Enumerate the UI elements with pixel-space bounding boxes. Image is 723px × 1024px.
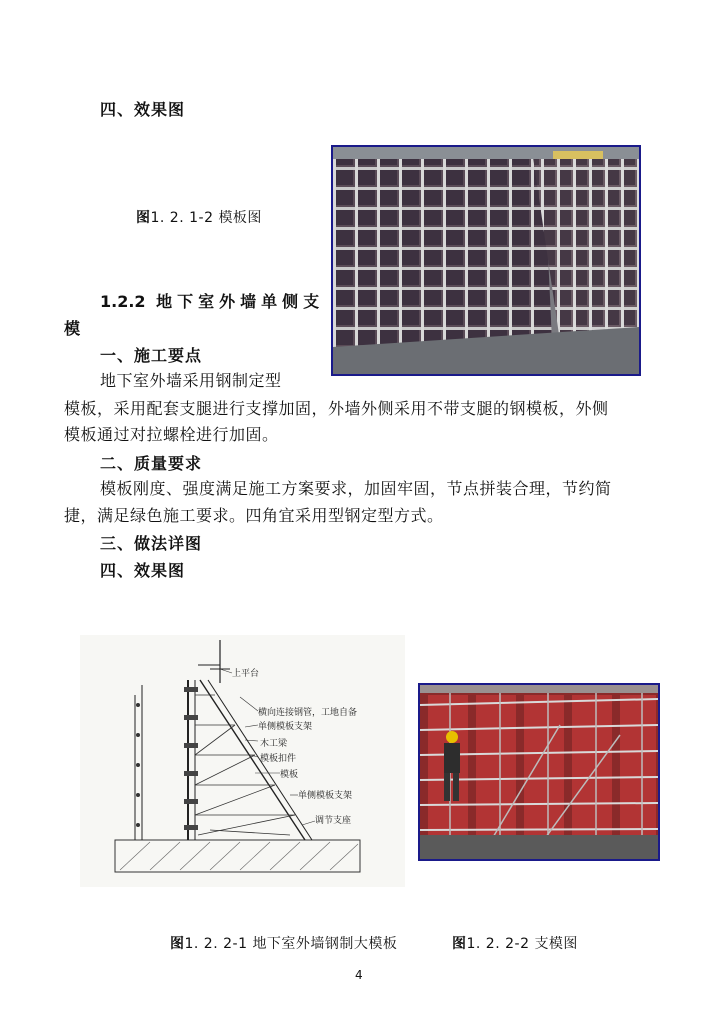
heading-effect-bottom: 四、效果图	[100, 561, 186, 580]
heading-construction: 一、施工要点	[100, 346, 203, 365]
figure-title: 支模图	[534, 936, 578, 952]
heading-detail: 三、做法详图	[100, 534, 203, 553]
heading-quality: 二、质量要求	[100, 454, 203, 473]
section-heading	[100, 289, 324, 312]
figure-title: 地下室外墙钢制大模板	[252, 936, 398, 952]
label-single-support: 单侧模板支架	[258, 722, 313, 732]
figure-caption-1-2-2-1	[170, 933, 397, 953]
section-number: 1.2.2	[100, 292, 146, 311]
label-adjust-base: 调节支座	[315, 816, 352, 826]
paragraph-construction-line2: 模板，采用配套支腿进行支撑加固，外墙外侧采用不带支腿的钢模板，外侧	[64, 399, 609, 418]
label-single-frame: 单侧模板支架	[298, 791, 353, 801]
paragraph-quality-line2: 捷，满足绿色施工要求。四角宜采用型钢定型方式。	[64, 506, 444, 525]
figure-number: 1. 2. 2-2	[466, 936, 530, 952]
figure-label: 图	[452, 936, 467, 952]
figure-label: 图	[136, 210, 151, 226]
label-platform: 上平台	[232, 669, 260, 679]
heading-effect-top: 四、效果图	[100, 100, 186, 119]
paragraph-construction-line3: 模板通过对拉螺栓进行加固。	[64, 425, 279, 444]
figure-number: 1. 2. 2-1	[184, 936, 248, 952]
label-pipe: 横向连接钢管，工地自备	[258, 708, 358, 718]
figure-number: 1. 2. 1-2	[150, 210, 214, 226]
section-title-line2: 模	[64, 319, 82, 338]
formwork-section-drawing	[80, 635, 405, 887]
paragraph-construction-line1: 地下室外墙采用钢制定型	[100, 371, 282, 390]
formwork-photo	[331, 145, 641, 376]
label-formwork: 模板	[280, 770, 299, 780]
label-wood-beam: 木工梁	[260, 739, 288, 749]
figure-title: 模板图	[218, 210, 262, 226]
paragraph-quality-line1: 模板刚度、强度满足施工方案要求，加固牢固，节点拼装合理，节约简	[100, 479, 612, 498]
label-clip: 模板扣件	[260, 754, 297, 764]
page-number: 4	[355, 968, 363, 982]
figure-label: 图	[170, 936, 185, 952]
formwork-support-photo	[418, 683, 660, 861]
section-title-line1: 地下室外墙单侧支	[156, 292, 325, 311]
figure-caption-1-2-1-2	[136, 207, 262, 227]
figure-caption-1-2-2-2	[452, 933, 578, 953]
